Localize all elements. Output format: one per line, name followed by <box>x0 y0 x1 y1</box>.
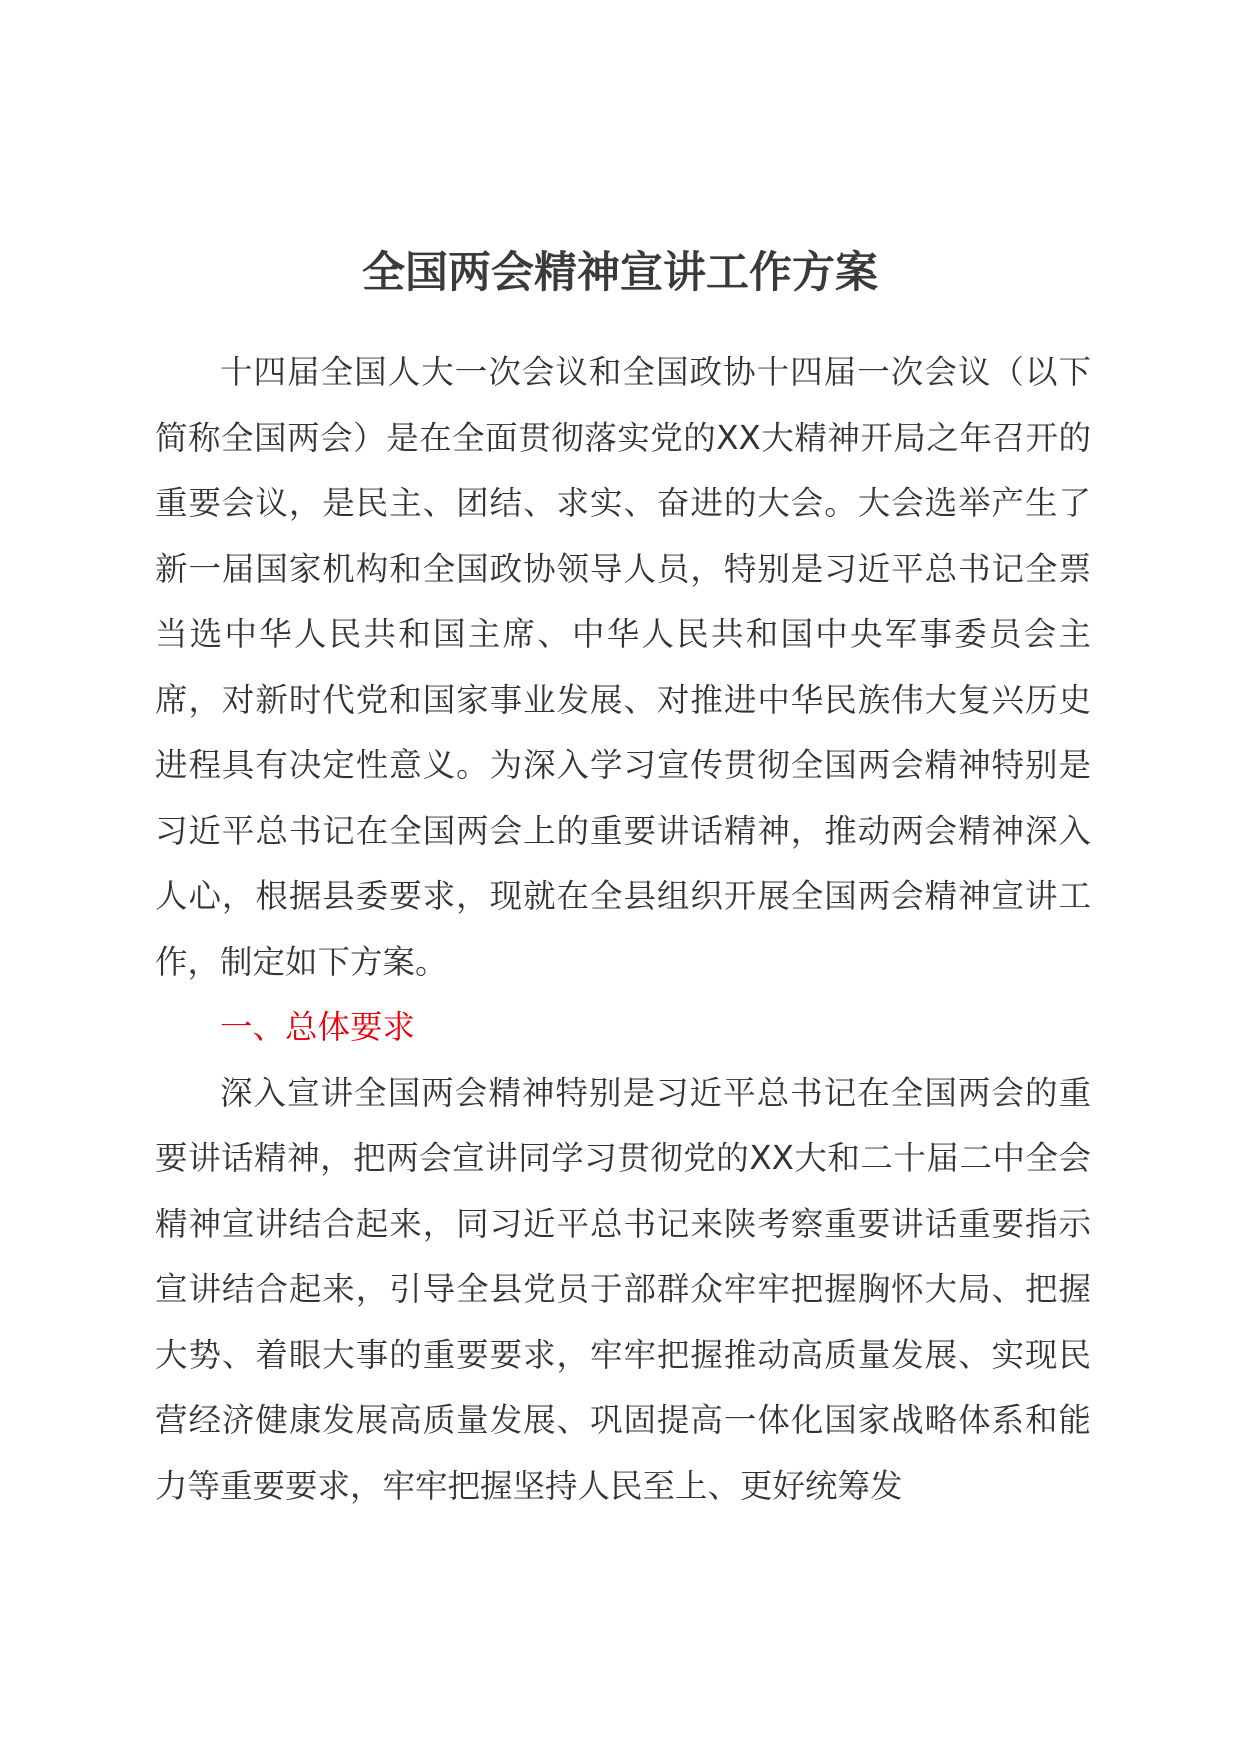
section-paragraph-general-requirements: 深入宣讲全国两会精神特别是习近平总书记在全国两会的重要讲话精神，把两会宣讲同学习贯彻党的XX大和二十届二中全会精神宣讲结合起来，同习近平总书记来陕考察重要讲话重要指示宣讲结合起来，引导全县党员于部群众牢牢把握胸怀大局、把握大势、着眼大事的重要要求，牢牢把握推动高质量发展、实现民营经济健康发展高质量发展、巩固提高一体化国家战略体系和能力等重要要求，牢牢把握坚持人民至上、更好统筹发 <box>155 1073 1091 1505</box>
section-heading-general-requirements: 一、总体要求 <box>220 1008 416 1046</box>
document-body <box>155 340 1091 1519</box>
intro-paragraph: 十四届全国人大一次会议和全国政协十四届一次会议（以下简称全国两会）是在全面贯彻落实党的XX大精神开局之年召开的重要会议，是民主、团结、求实、奋进的大会。大会选举产生了新一届国家机构和全国政协领导人员，特别是习近平总书记全票当选中华人民共和国主席、中华人民共和国中央军事委员会主席，对新时代党和国家事业发展、对推进中华民族伟大复兴历史进程具有决定性意义。为深入学习宣传贯彻全国两会精神特别是习近平总书记在全国两会上的重要讲话精神，推动两会精神深入人心，根据县委要求，现就在全县组织开展全国两会精神宣讲工作，制定如下方案。 <box>155 353 1091 981</box>
document-title: 全国两会精神宣讲工作方案 <box>362 248 878 298</box>
